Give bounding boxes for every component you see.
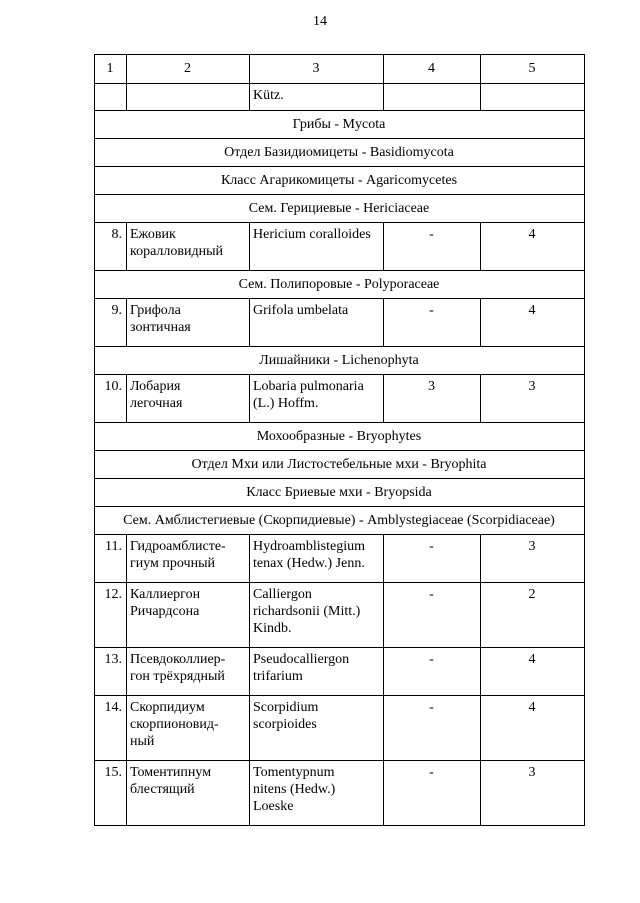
section-title: Отдел Мхи или Листостебельные мхи - Bryophita — [95, 451, 585, 479]
section-title: Класс Агарикомицеты - Agaricomycetes — [95, 167, 585, 195]
latin-name — [250, 696, 384, 761]
continuation-row — [95, 84, 585, 111]
category-col5: 3 — [481, 375, 585, 423]
name-line: Псевдоколлиер- — [130, 652, 226, 667]
category-col4: - — [384, 535, 481, 583]
species-table — [94, 54, 585, 826]
name-line: tenax (Hedw.) Jenn. — [253, 556, 365, 571]
header-cell: 2 — [127, 55, 250, 84]
name-line: Ричардсона — [130, 604, 200, 619]
latin-name — [250, 648, 384, 696]
name-line: скорпионовид- — [130, 717, 219, 732]
russian-name — [127, 375, 250, 423]
latin-name — [250, 535, 384, 583]
russian-name — [127, 299, 250, 347]
name-line: (L.) Hoffm. — [253, 396, 319, 411]
table-cell: Kütz. — [250, 84, 384, 111]
russian-name — [127, 583, 250, 648]
latin-name — [250, 299, 384, 347]
row-number: 10. — [95, 375, 127, 423]
latin-name — [250, 375, 384, 423]
category-col5: 4 — [481, 223, 585, 271]
name-line: Скорпидиум — [130, 700, 205, 715]
category-col5: 3 — [481, 761, 585, 826]
table-row — [95, 648, 585, 696]
category-col4: - — [384, 223, 481, 271]
name-line: Грифола — [130, 303, 181, 318]
table-row — [95, 696, 585, 761]
section-title: Класс Бриевые мхи - Bryopsida — [95, 479, 585, 507]
russian-name — [127, 761, 250, 826]
name-line: Гидроамблисте- — [130, 539, 226, 554]
name-line: Томентипнум — [130, 765, 212, 780]
category-col4: - — [384, 761, 481, 826]
name-line: Каллиергон — [130, 587, 201, 602]
name-line: Scorpidium — [253, 700, 319, 715]
latin-name — [250, 223, 384, 271]
section-row — [95, 111, 585, 139]
section-title: Лишайники - Lichenophyta — [95, 347, 585, 375]
section-title: Грибы - Mycota — [95, 111, 585, 139]
table-row — [95, 583, 585, 648]
table-row — [95, 223, 585, 271]
name-line: гиум прочный — [130, 556, 215, 571]
header-cell: 1 — [95, 55, 127, 84]
name-line: коралловидный — [130, 244, 224, 259]
name-line: richardsonii (Mitt.) — [253, 604, 361, 619]
section-row — [95, 479, 585, 507]
section-row — [95, 347, 585, 375]
name-line: Grifola umbelata — [253, 303, 349, 318]
section-title: Мохообразные - Bryophytes — [95, 423, 585, 451]
category-col4: - — [384, 696, 481, 761]
name-line: легочная — [130, 396, 183, 411]
table-row — [95, 761, 585, 826]
row-number: 15. — [95, 761, 127, 826]
row-number: 9. — [95, 299, 127, 347]
table-row — [95, 375, 585, 423]
name-line: Loeske — [253, 799, 294, 814]
russian-name — [127, 648, 250, 696]
name-line: гон трёхрядный — [130, 669, 225, 684]
section-row — [95, 139, 585, 167]
header-row — [95, 55, 585, 84]
category-col5: 4 — [481, 648, 585, 696]
name-line: зонтичная — [130, 320, 191, 335]
name-line: Ежовик — [130, 227, 176, 242]
table-cell — [481, 84, 585, 111]
category-col4: 3 — [384, 375, 481, 423]
row-number: 8. — [95, 223, 127, 271]
latin-name — [250, 761, 384, 826]
table-cell — [384, 84, 481, 111]
name-line: Calliergon — [253, 587, 312, 602]
name-line: Kindb. — [253, 621, 292, 636]
page-number: 14 — [313, 14, 327, 29]
section-title: Сем. Полипоровые - Polyporaceae — [95, 271, 585, 299]
category-col4: - — [384, 583, 481, 648]
name-line: scorpioides — [253, 717, 317, 732]
section-title: Сем. Амблистегиевые (Скорпидиевые) - Amblystegiaceae (Scorpidiaceae) — [95, 507, 585, 535]
table-cell — [127, 84, 250, 111]
row-number: 12. — [95, 583, 127, 648]
section-row — [95, 423, 585, 451]
header-cell: 4 — [384, 55, 481, 84]
russian-name — [127, 223, 250, 271]
name-line: ный — [130, 734, 155, 749]
table-row — [95, 299, 585, 347]
section-row — [95, 167, 585, 195]
row-number: 13. — [95, 648, 127, 696]
category-col5: 3 — [481, 535, 585, 583]
name-line: nitens (Hedw.) — [253, 782, 336, 797]
category-col5: 4 — [481, 696, 585, 761]
name-line: Pseudocalliergon — [253, 652, 350, 667]
table-cell — [95, 84, 127, 111]
header-cell: 3 — [250, 55, 384, 84]
name-line: Hydroamblistegium — [253, 539, 365, 554]
section-title: Сем. Герициевые - Hericiaceae — [95, 195, 585, 223]
latin-name — [250, 583, 384, 648]
name-line: Lobaria pulmonaria — [253, 379, 364, 394]
section-row — [95, 451, 585, 479]
category-col5: 4 — [481, 299, 585, 347]
category-col5: 2 — [481, 583, 585, 648]
table-row — [95, 535, 585, 583]
header-cell: 5 — [481, 55, 585, 84]
name-line: блестящий — [130, 782, 195, 797]
row-number: 14. — [95, 696, 127, 761]
name-line: Tomentypnum — [253, 765, 335, 780]
category-col4: - — [384, 648, 481, 696]
row-number: 11. — [95, 535, 127, 583]
section-row — [95, 507, 585, 535]
russian-name — [127, 696, 250, 761]
russian-name — [127, 535, 250, 583]
section-title: Отдел Базидиомицеты - Basidiomycota — [95, 139, 585, 167]
category-col4: - — [384, 299, 481, 347]
name-line: Hericium coralloides — [253, 227, 371, 242]
name-line: Лобария — [130, 379, 181, 394]
name-line: trifarium — [253, 669, 303, 684]
section-row — [95, 271, 585, 299]
section-row — [95, 195, 585, 223]
